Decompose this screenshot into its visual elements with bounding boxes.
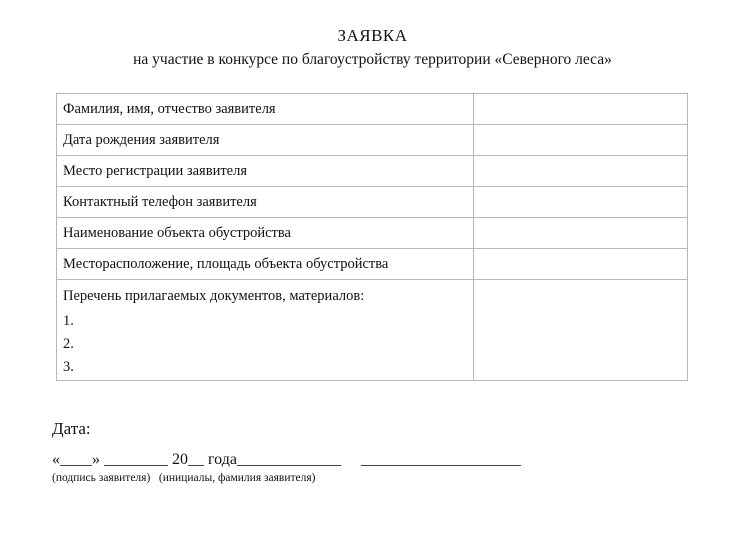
field-label-full-name: Фамилия, имя, отчество заявителя xyxy=(57,94,474,125)
application-form-table xyxy=(56,93,688,381)
document-title: ЗАЯВКА xyxy=(337,26,408,45)
table-row xyxy=(57,94,688,125)
field-label-phone: Контактный телефон заявителя xyxy=(57,187,474,218)
date-label: Дата: xyxy=(52,419,91,438)
list-item: 1. xyxy=(63,313,74,329)
field-label-object-name: Наименование объекта обустройства xyxy=(57,218,474,249)
field-value-phone[interactable] xyxy=(474,187,688,218)
field-label-birth-date: Дата рождения заявителя xyxy=(57,125,474,156)
table-row xyxy=(57,280,688,381)
documents-list-title: Перечень прилагаемых документов, материалов: xyxy=(63,288,365,304)
field-value-object-location[interactable] xyxy=(474,249,688,280)
field-value-object-name[interactable] xyxy=(474,218,688,249)
signature-captions: (подпись заявителя) (инициалы, фамилия заявителя) xyxy=(52,472,316,484)
field-label-object-location: Месторасположение, площадь объекта обустройства xyxy=(57,249,474,280)
table-row xyxy=(57,249,688,280)
field-value-registration-place[interactable] xyxy=(474,156,688,187)
document-subtitle: на участие в конкурсе по благоустройству территории «Северного леса» xyxy=(133,51,612,68)
documents-list xyxy=(63,310,473,379)
signature-line: «____» ________ 20__ года_____________ ____________________ xyxy=(52,451,521,468)
field-label-registration-place: Место регистрации заявителя xyxy=(57,156,474,187)
table-row xyxy=(57,125,688,156)
field-value-birth-date[interactable] xyxy=(474,125,688,156)
table-row xyxy=(57,156,688,187)
list-item: 2. xyxy=(63,336,74,352)
table-row xyxy=(57,218,688,249)
table-row xyxy=(57,187,688,218)
field-value-documents[interactable] xyxy=(474,280,688,381)
field-value-full-name[interactable] xyxy=(474,94,688,125)
field-label-documents xyxy=(57,280,474,381)
list-item: 3. xyxy=(63,359,74,375)
